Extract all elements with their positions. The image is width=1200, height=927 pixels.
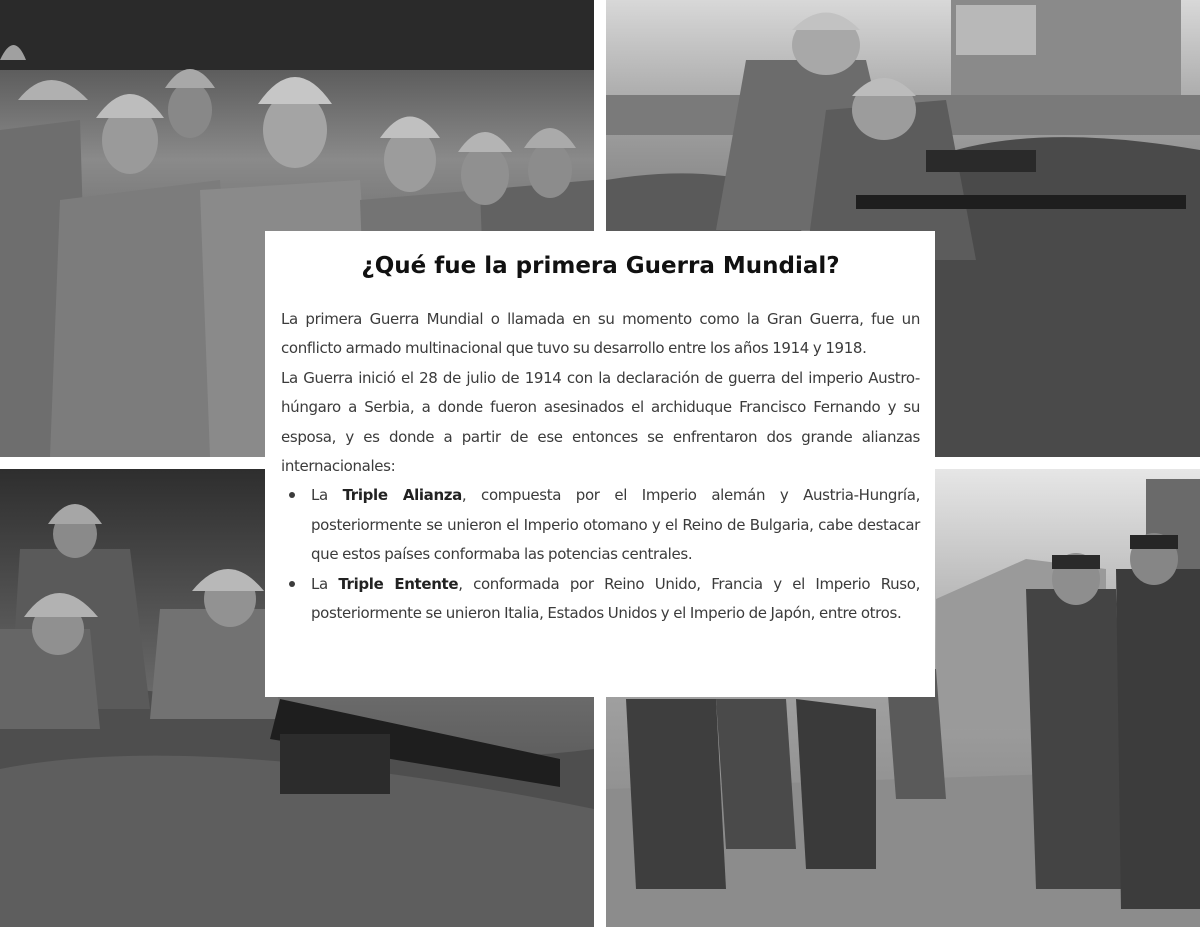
article-card (265, 231, 935, 697)
article-paragraph-1: La primera Guerra Mundial o llamada en su momento como la Gran Guerra, fue un conflicto armado multinacional que tuvo su desarrollo entre los años 1914 y 1918. (281, 310, 920, 358)
alliance-name: Triple Alianza (342, 486, 462, 505)
bullet-icon (289, 581, 295, 587)
article-title: ¿Qué fue la primera Guerra Mundial? (361, 253, 840, 279)
alliances-list (281, 481, 920, 628)
bullet-icon (289, 492, 295, 498)
alliance-name: Triple Entente (338, 574, 459, 593)
article-paragraph-2: La Guerra inició el 28 de julio de 1914 con la declaración de guerra del imperio Austro-húngaro a Serbia, a donde fueron asesinados el archiduque Francisco Fernando y su esposa, y es donde a partir de ese entonces se enfrentaron dos grande alianzas internacionales: (281, 368, 920, 476)
list-item: La Triple Entente, conformada por Reino Unido, Francia y el Imperio Ruso, posteriormente se unieron Italia, Estados Unidos y el Imperio de Japón, entre otros. (311, 570, 920, 629)
list-item: La Triple Alianza, compuesta por el Imperio alemán y Austria-Hungría, posteriormente se unieron el Imperio otomano y el Reino de Bulgaria, cabe destacar que estos países conformaba las potencias centrales. (311, 481, 920, 569)
